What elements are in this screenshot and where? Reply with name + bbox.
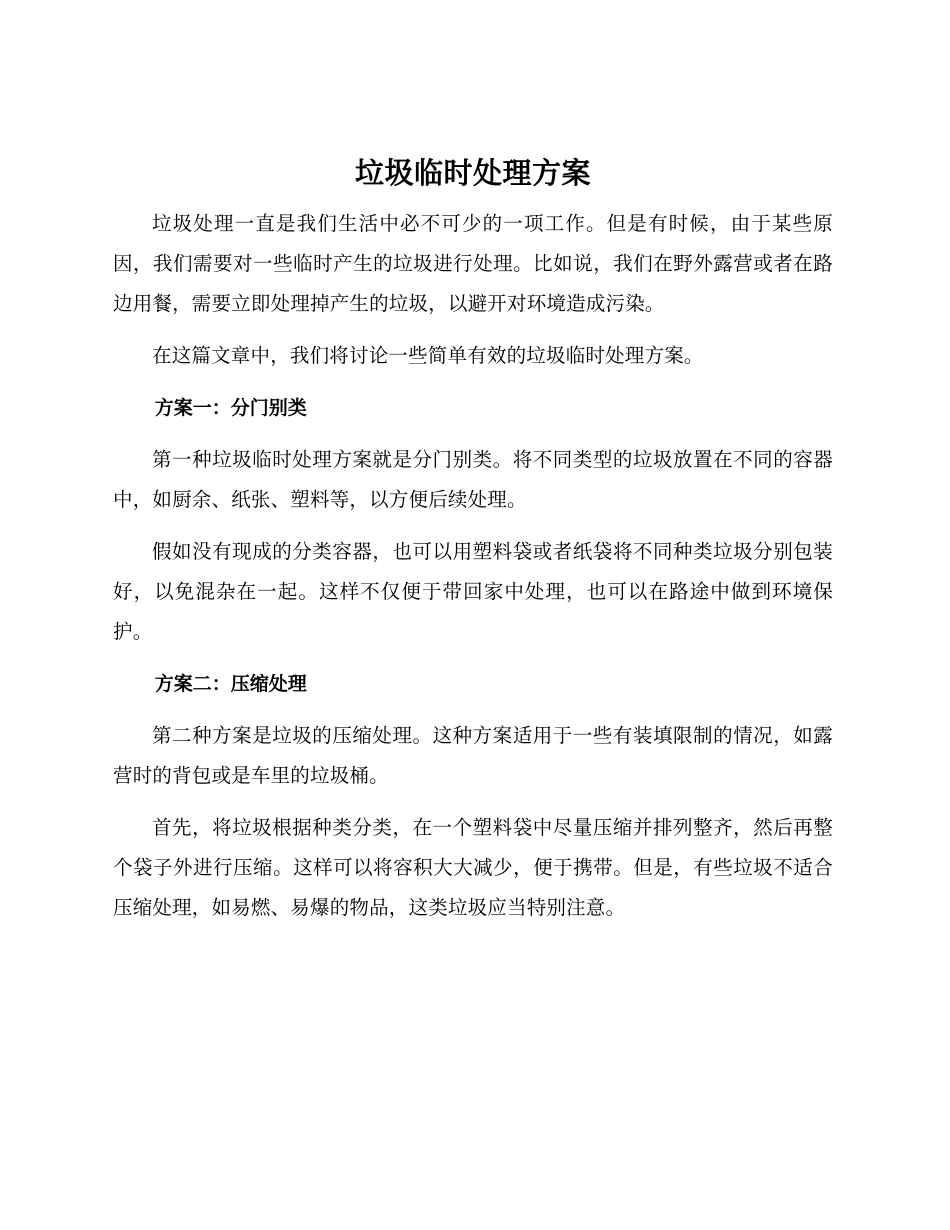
document-title: 垃圾临时处理方案: [354, 156, 591, 190]
section-paragraph: 第一种垃圾临时处理方案就是分门别类。将不同类型的垃圾放置在不同的容器中，如厨余、纸张、塑料等，以方便后续处理。: [113, 448, 833, 511]
section-paragraph: 第二种方案是垃圾的压缩处理。这种方案适用于一些有装填限制的情况，如露营时的背包或是车里的垃圾桶。: [113, 724, 833, 787]
section-heading-compress: 方案二：压缩处理: [154, 673, 307, 695]
section-paragraph: 首先，将垃圾根据种类分类，在一个塑料袋中尽量压缩并排列整齐，然后再整个袋子外进行压缩。这样可以将容积大大减少，便于携带。但是，有些垃圾不适合压缩处理，如易燃、易爆的物品，这类垃圾应当特别注意。: [113, 816, 833, 919]
intro-paragraph: 垃圾处理一直是我们生活中必不可少的一项工作。但是有时候，由于某些原因，我们需要对一些临时产生的垃圾进行处理。比如说，我们在野外露营或者在路边用餐，需要立即处理掉产生的垃圾，以避开对环境造成污染。: [113, 212, 833, 315]
intro-paragraph: 在这篇文章中，我们将讨论一些简单有效的垃圾临时处理方案。: [152, 344, 704, 367]
document-body: [113, 150, 833, 940]
section-heading-sort: 方案一：分门别类: [154, 397, 307, 419]
section-paragraph: 假如没有现成的分类容器，也可以用塑料袋或者纸袋将不同种类垃圾分别包装好，以免混杂在一起。这样不仅便于带回家中处理，也可以在路途中做到环境保护。: [113, 540, 833, 643]
